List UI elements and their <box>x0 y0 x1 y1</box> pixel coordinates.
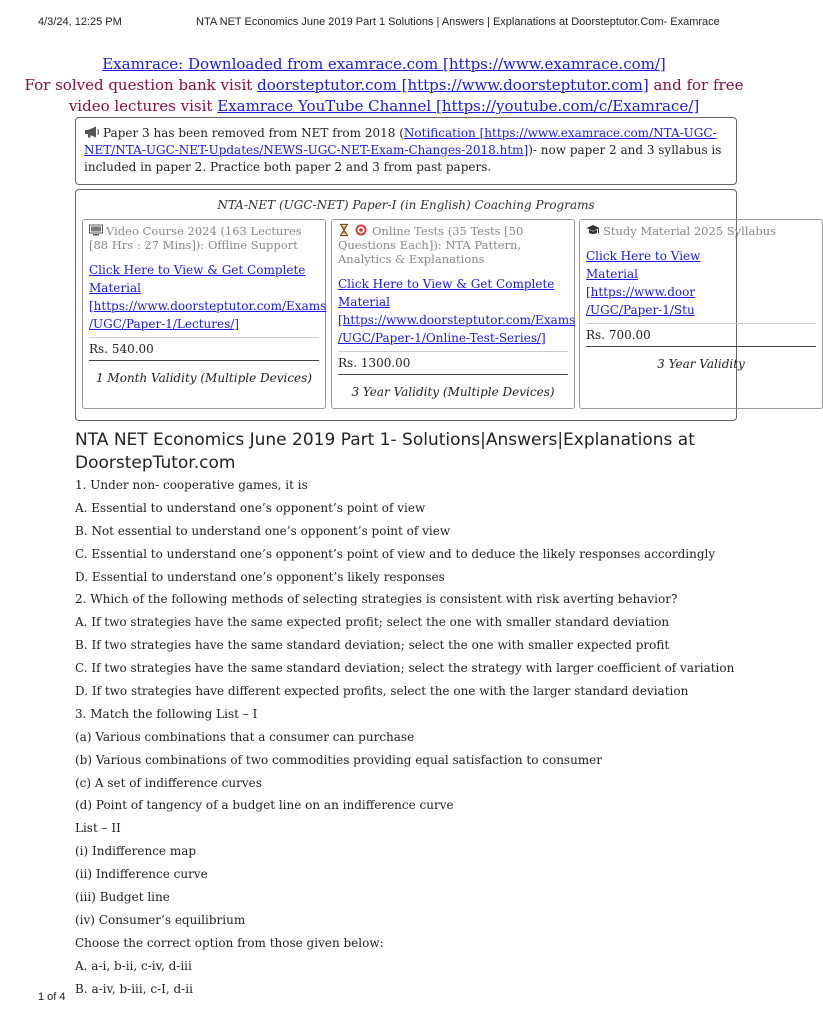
notice-text-tail: )- now paper 2 and 3 syllabus is included in paper 2. Practice both paper 2 and 3 from past papers. <box>84 143 722 174</box>
coaching-heading: NTA-NET (UGC-NET) Paper-I (in English) Coaching Programs <box>217 198 595 212</box>
doorsteptutor-link[interactable]: doorsteptutor.com [https://www.doorsteptutor.com] <box>257 76 649 94</box>
video-icon <box>89 224 103 236</box>
card-meta-text: Study Material 2025 Syllabus <box>603 224 777 238</box>
question-line: Choose the correct option from those given below: <box>75 935 384 950</box>
price-divider <box>89 360 319 361</box>
promo-line-2-text: For solved question bank visit <box>24 76 258 94</box>
card-price: Rs. 1300.00 <box>338 351 568 370</box>
notice-box <box>75 117 737 185</box>
card-validity: 3 Year Validity (Multiple Devices) <box>351 385 555 399</box>
question-line: (iii) Budget line <box>75 890 170 905</box>
question-line: B. a-iv, b-iii, c-I, d-ii <box>75 981 193 996</box>
question-line: (a) Various combinations that a consumer can purchase <box>75 729 415 744</box>
card-meta <box>338 224 568 266</box>
coaching-card-study-material <box>579 219 823 409</box>
view-material-link[interactable] <box>89 263 326 331</box>
card-price: Rs. 540.00 <box>89 337 319 356</box>
print-header <box>0 16 768 32</box>
promo-line-2 <box>0 75 768 96</box>
link-line: /UGC/Paper-1/Lectures/] <box>89 317 239 331</box>
card-meta <box>586 224 816 238</box>
link-line: /UGC/Paper-1/Stu <box>586 303 695 317</box>
card-link-block <box>586 247 816 319</box>
question-line: (ii) Indifference curve <box>75 867 208 882</box>
link-line: [https://www.doorsteptutor.com/Exams <box>89 299 327 313</box>
youtube-channel-link[interactable]: Examrace YouTube Channel [https://youtube.com/c/Examrace/] <box>217 97 700 115</box>
question-line: (b) Various combinations of two commodities providing equal satisfaction to consumer <box>75 752 603 767</box>
graduation-cap-icon <box>586 224 600 236</box>
coaching-card-video <box>82 219 326 409</box>
card-validity: 1 Month Validity (Multiple Devices) <box>95 371 313 385</box>
question-line: (i) Indifference map <box>75 844 197 859</box>
card-meta-text: Online Tests (35 Tests [50 Questions Each]): NTA Pattern, Analytics & Explanations <box>338 224 524 266</box>
question-line: (iv) Consumer’s equilibrium <box>75 912 246 927</box>
view-material-link[interactable] <box>338 277 575 345</box>
link-line: [https://www.doorsteptutor.com/Exams <box>338 313 576 327</box>
question-line: 2. Which of the following methods of selecting strategies is consistent with risk averting behavior? <box>75 592 678 607</box>
card-meta-text: Video Course 2024 (163 Lectures [88 Hrs : 27 Mins]): Offline Support <box>89 224 302 252</box>
promo-line-2-tail: and for free <box>648 76 744 94</box>
print-page-title: NTA NET Economics June 2019 Part 1 Solutions | Answers | Explanations at Doorsteptutor.Com- Examrace <box>196 16 720 28</box>
link-line: Material <box>89 281 141 295</box>
link-line: Material <box>338 295 390 309</box>
target-icon <box>355 224 369 236</box>
question-line: B. Not essential to understand one’s opponent’s point of view <box>75 523 451 538</box>
notice-text: Paper 3 has been removed from NET from 2018 ( <box>103 126 404 140</box>
card-link-block <box>89 261 327 333</box>
link-line: Material <box>586 267 638 281</box>
question-line: 3. Match the following List – I <box>75 706 258 721</box>
coaching-programs-box <box>75 189 777 421</box>
price-divider <box>338 374 568 375</box>
card-validity: 3 Year Validity <box>657 357 745 371</box>
print-date: 4/3/24, 12:25 PM <box>38 16 122 28</box>
price-divider <box>586 346 816 347</box>
link-line: Click Here to View & Get Complete <box>89 263 306 277</box>
card-price: Rs. 700.00 <box>586 323 816 342</box>
question-line: A. a-i, b-ii, c-iv, d-iii <box>75 958 192 973</box>
question-line: A. If two strategies have the same expected profit; select the one with smaller standard deviation <box>75 615 670 630</box>
question-line: D. If two strategies have different expected profits, select the one with the larger standard deviation <box>75 684 689 699</box>
notification-link[interactable]: Notification [https://www.examrace.com/NTA-UGC-NET/NTA-UGC-NET-Updates/NEWS-UGC-NET-Exam-Changes-2018.htm] <box>84 126 717 157</box>
page-counter: 1 of 4 <box>38 991 66 1003</box>
question-line: C. If two strategies have the same standard deviation; select the strategy with larger coefficient of variation <box>75 661 735 676</box>
link-line: [https://www.door <box>586 285 696 299</box>
card-meta <box>89 224 319 252</box>
question-line: (d) Point of tangency of a budget line on an indifference curve <box>75 798 454 813</box>
view-material-link[interactable] <box>586 249 700 317</box>
promo-line-3 <box>0 96 768 117</box>
question-line: 1. Under non- cooperative games, it is <box>75 478 308 492</box>
hourglass-icon <box>338 224 352 236</box>
question-line: B. If two strategies have the same standard deviation; select the one with smaller expected profit <box>75 638 670 653</box>
examrace-link[interactable]: Examrace: Downloaded from examrace.com [https://www.examrace.com/] <box>102 55 666 73</box>
promo-line-3-text: video lectures visit <box>68 97 218 115</box>
promo-banner <box>0 54 768 117</box>
promo-line-1 <box>0 54 768 75</box>
question-line: List – II <box>75 821 121 836</box>
coaching-card-online-tests <box>331 219 575 409</box>
question-line: (c) A set of indifference curves <box>75 775 262 790</box>
card-link-block <box>338 275 576 347</box>
question-line: C. Essential to understand one’s opponent’s point of view and to deduce the likely responses accordingly <box>75 546 716 561</box>
megaphone-icon <box>84 126 100 138</box>
article-title: NTA NET Economics June 2019 Part 1- Solutions|Answers|Explanations at DoorstepTutor.com <box>75 430 695 473</box>
link-line: /UGC/Paper-1/Online-Test-Series/] <box>338 331 546 345</box>
question-list <box>75 478 735 1004</box>
link-line: Click Here to View <box>586 249 701 263</box>
question-line: A. Essential to understand one’s opponent’s point of view <box>75 500 426 515</box>
link-line: Click Here to View & Get Complete <box>338 277 555 291</box>
question-line: D. Essential to understand one’s opponent’s likely responses <box>75 569 445 584</box>
